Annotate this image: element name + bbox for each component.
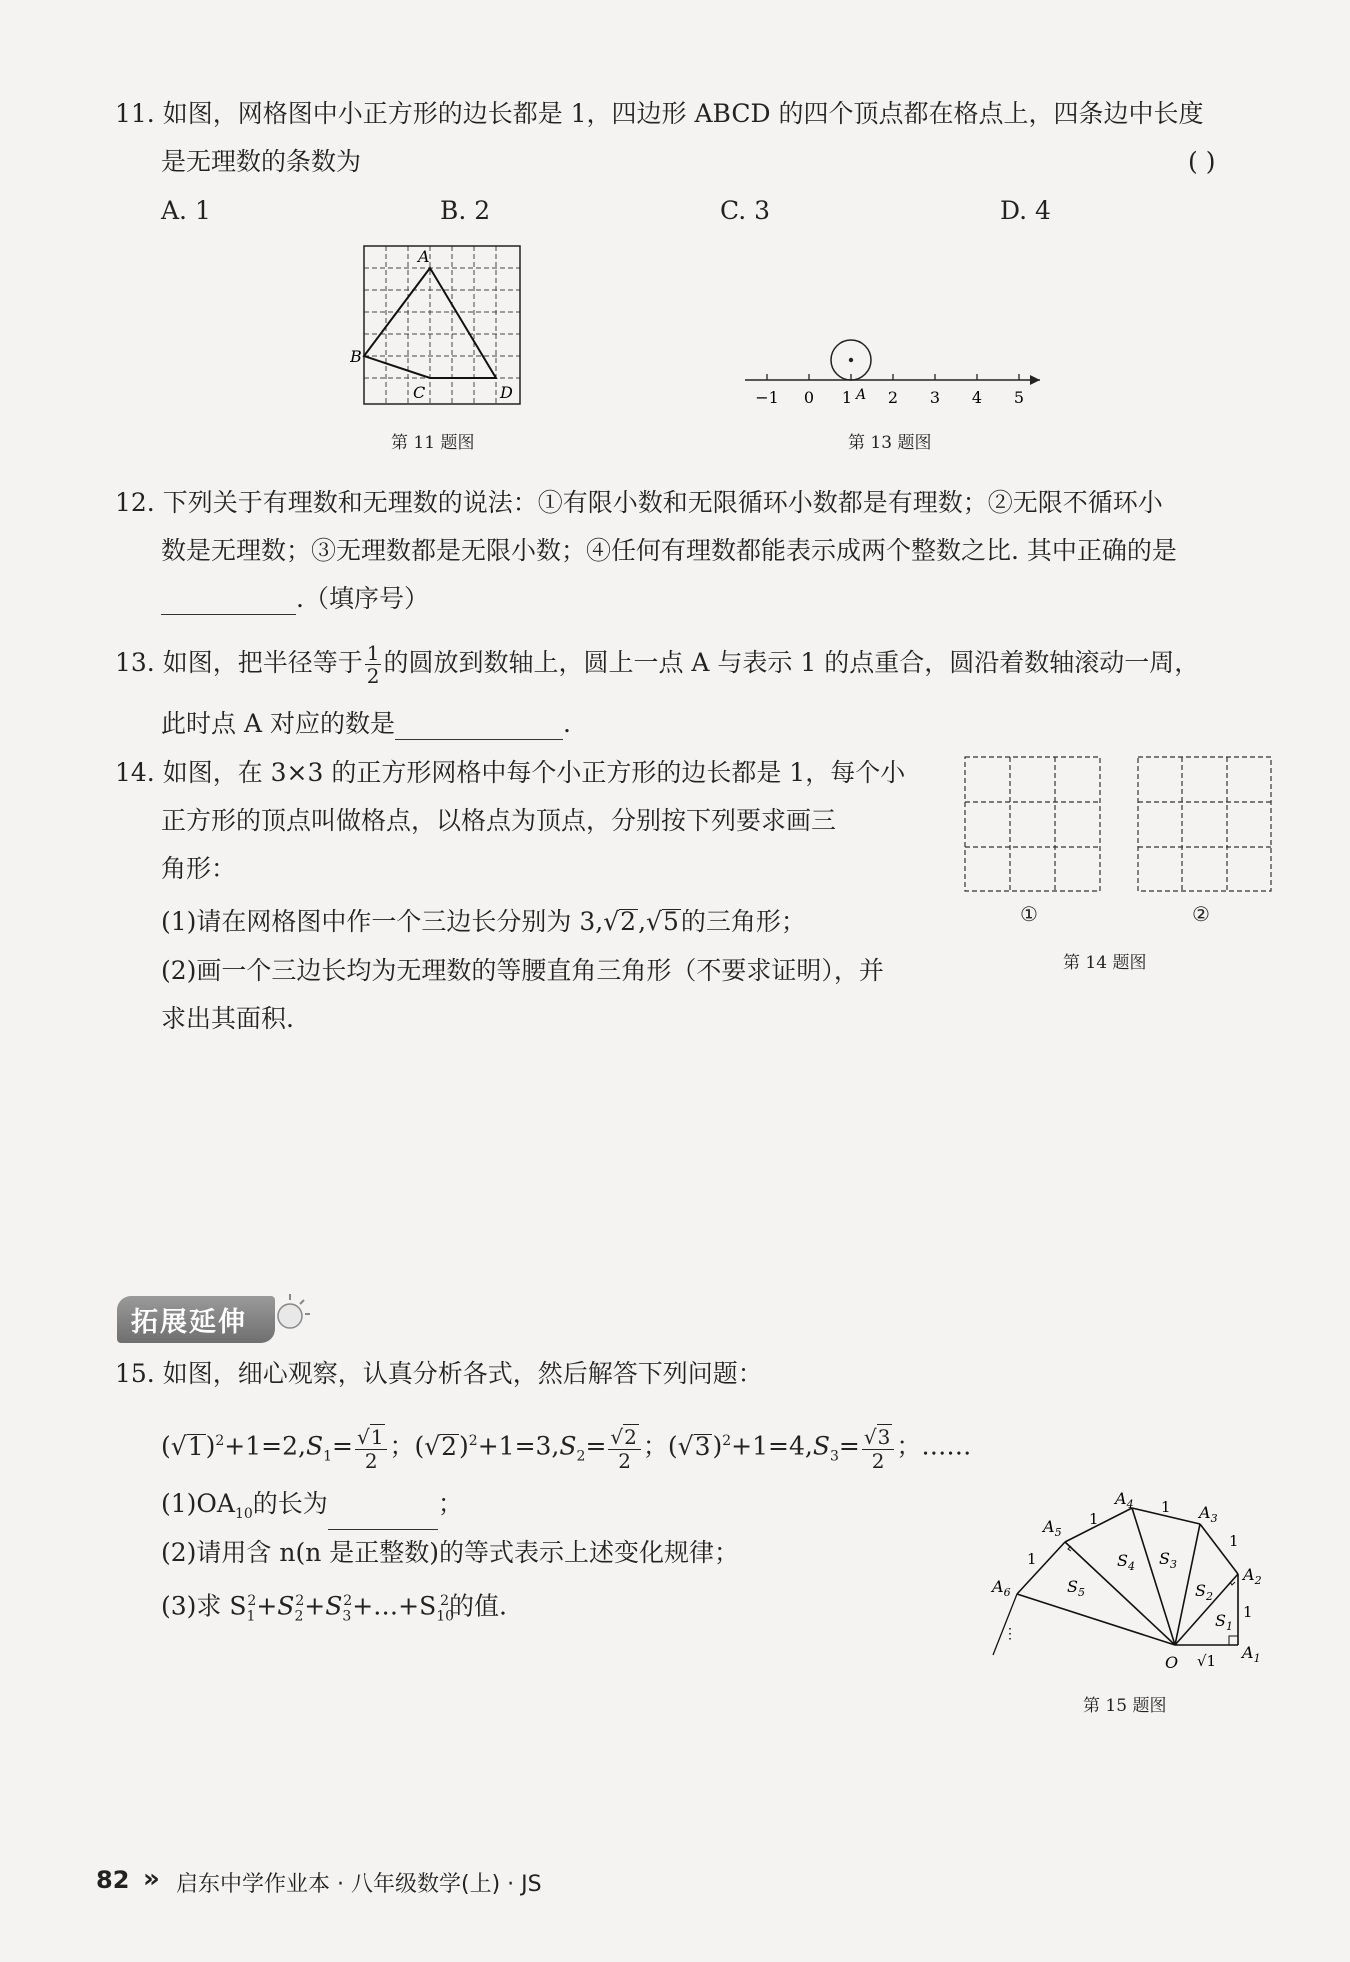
q13-figure-caption: 第 13 题图 [848, 433, 932, 453]
q15-label-a2: $A_2$ [1243, 1565, 1262, 1587]
q15-side-1b: 1 [1229, 1532, 1239, 1550]
q15-figure-caption: 第 15 题图 [1083, 1696, 1167, 1716]
q15-label-a6: $A_6$ [992, 1577, 1011, 1599]
q11-option-d: D. 4 [1000, 196, 1051, 225]
q11-label-d: D [500, 383, 513, 402]
q14-figure-caption: 第 14 题图 [1063, 953, 1147, 973]
q15-ellipsis: ⋮ [1003, 1626, 1017, 1642]
q15-label-s3: $S_3$ [1159, 1549, 1177, 1571]
q15-side-1c: 1 [1161, 1498, 1171, 1516]
q12-line3: .（填序号） [161, 583, 429, 615]
q14-line1: 14. 如图，在 3×3 的正方形网格中每个小正方形的边长都是 1，每个小 [115, 758, 906, 787]
section-badge-extension: 拓展延伸 [117, 1296, 275, 1343]
q14-sub1: (1)请在网格图中作一个三边长分别为 3,√2,√5的三角形； [161, 907, 806, 936]
q11-label-c: C [413, 383, 426, 402]
q15-sub1: $(1)OA_{10}$的长为 ； [161, 1488, 463, 1530]
q15-sub3: (3)求 $S_1^2+S_2^2+S_3^2+\dots+S_{10}^2$的值. [161, 1591, 507, 1625]
q13-tick-2: 2 [887, 388, 899, 407]
q15-side-1e: 1 [1027, 1550, 1037, 1568]
q13-tick-1: 1 [841, 388, 853, 407]
q15-label-a4: $A_4$ [1115, 1490, 1134, 1511]
q14-line3: 角形： [161, 854, 237, 883]
q15-figure [985, 1490, 1275, 1680]
q15-formula: $(√1)^2+1=2,S_1=$ $\frac{√1}{2}$ ；$(√2)^2+1=3,S_2=$ $\frac{√2}{2}$ ；$(√3)^2+1=4,S_3=$ $\frac{√3}{2}$ ；…… [161, 1425, 972, 1473]
q14-grid-label-2: ② [1192, 902, 1210, 926]
q13-line1: 13. 如图，把半径等于 $\frac{1}{2}$ 的圆放到数轴上，圆上一点 A 与表示 1 的点重合，圆沿着数轴滚动一周， [115, 641, 1200, 688]
q13-tick-3: 3 [929, 388, 941, 407]
q15-sub2: (2)请用含 n(n 是正整数)的等式表示上述变化规律； [161, 1538, 740, 1567]
q12-line2: 数是无理数；③无理数都是无限小数；④任何有理数都能表示成两个整数之比. 其中正确的是 [161, 536, 1177, 565]
lightbulb-icon [272, 1292, 312, 1336]
q11-figure-caption: 第 11 题图 [391, 433, 475, 453]
q14-grids [960, 752, 1280, 912]
chevron-right-icon: » [143, 1864, 160, 1894]
q15-label-a1: $A_1$ [1242, 1643, 1261, 1665]
q15-label-s2: $S_2$ [1195, 1581, 1213, 1603]
q15-side-1a: 1 [1243, 1603, 1253, 1621]
q13-point-a: A [855, 387, 867, 403]
q14-grid-label-1: ① [1020, 902, 1038, 926]
q15-label-o: O [1165, 1653, 1179, 1672]
q14-sub2-line2: 求出其面积. [161, 1004, 294, 1033]
footer-book-title: 启东中学作业本 · 八年级数学(上) · JS [176, 1872, 542, 1897]
q13-tick-4: 4 [971, 388, 983, 407]
q11-answer-paren: ( ) [1188, 147, 1216, 176]
q13-fraction: $\frac{1}{2}$ [366, 641, 380, 688]
q11-line1: 11. 如图，网格图中小正方形的边长都是 1，四边形 ABCD 的四个顶点都在格点上，四条边中长度 [115, 99, 1204, 128]
q15-line1: 15. 如图，细心观察，认真分析各式，然后解答下列问题： [115, 1359, 763, 1388]
q15-side-1d: 1 [1089, 1510, 1099, 1528]
q11-option-a: A. 1 [161, 196, 211, 225]
q11-label-b: B [350, 347, 362, 366]
q11-label-a: A [418, 247, 430, 266]
q14-sub2-line1: (2)画一个三边长均为无理数的等腰直角三角形（不要求证明），并 [161, 956, 884, 985]
q13-line2: 此时点 A 对应的数是 . [161, 709, 571, 738]
q15-label-s5: $S_5$ [1067, 1577, 1085, 1599]
q15-label-s4: $S_4$ [1117, 1551, 1135, 1573]
q13-tick-5: 5 [1013, 388, 1025, 407]
page-number: 82 [96, 1866, 130, 1894]
q13-figure [740, 335, 1050, 415]
q15-side-root1: √1 [1197, 1652, 1217, 1670]
q13-tick-0: 0 [803, 388, 815, 407]
q15-label-a5: $A_5$ [1043, 1517, 1062, 1539]
q14-line2: 正方形的顶点叫做格点，以格点为顶点，分别按下列要求画三 [161, 806, 837, 835]
q12-answer-blank[interactable] [161, 590, 296, 615]
q15-answer-blank[interactable] [328, 1505, 438, 1530]
q13-answer-blank[interactable] [395, 715, 563, 740]
q13-tick-m1: −1 [755, 388, 779, 407]
q11-option-c: C. 3 [720, 196, 771, 225]
q11-option-b: B. 2 [440, 196, 491, 225]
q11-figure [350, 240, 530, 410]
q15-label-s1: $S_1$ [1215, 1611, 1233, 1633]
q11-line2: 是无理数的条数为 [161, 147, 362, 176]
q15-label-a3: $A_3$ [1199, 1503, 1218, 1525]
q12-line1: 12. 下列关于有理数和无理数的说法：①有限小数和无限循环小数都是有理数；②无限不循环小 [115, 488, 1163, 517]
